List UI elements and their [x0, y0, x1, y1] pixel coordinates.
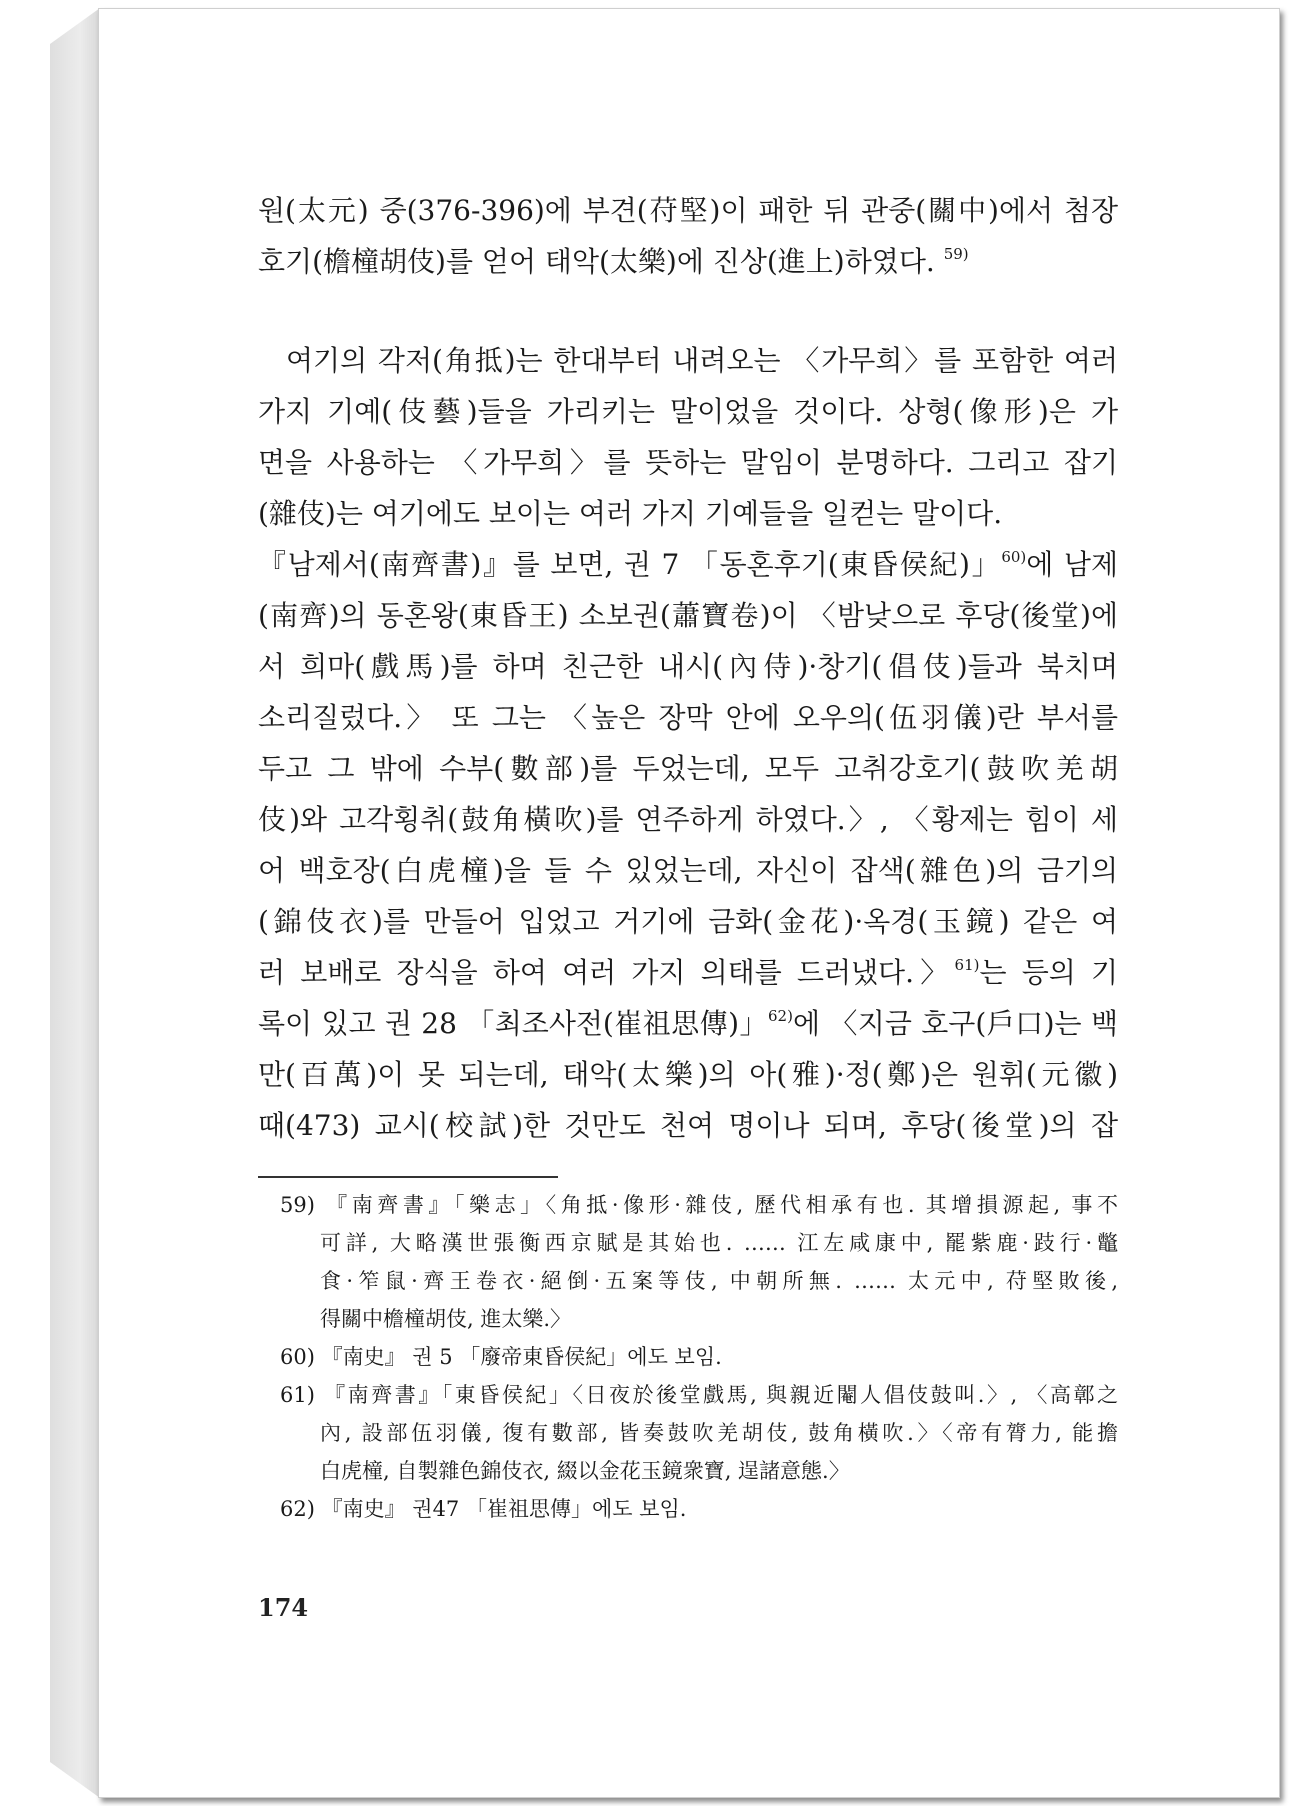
- footnote-number: 60): [280, 1345, 315, 1369]
- page-number: 174: [258, 1593, 309, 1622]
- text-line: 면을 사용하는 〈가무희〉를 뜻하는 말임이 분명하다. 그리고 잡기: [258, 446, 1118, 479]
- footnote-ref: 62): [767, 1007, 793, 1025]
- main-text: [258, 185, 1118, 1151]
- text-line: 서 희마(戲馬)를 하며 친근한 내시(內侍)·창기(倡伎)들과 북치며: [258, 650, 1118, 683]
- footnote-number: 61): [280, 1383, 315, 1407]
- footnote-60: 60) 『南史』 권 5 「廢帝東昏侯紀」에도 보임.: [280, 1345, 722, 1369]
- footnote-ref: 61): [954, 956, 980, 974]
- text-line: 여기의 각저(角抵)는 한대부터 내려오는 〈가무희〉를 포함한 여러: [286, 344, 1118, 377]
- footnote-divider: [258, 1176, 558, 1178]
- footnote-62: 62) 『南史』 권47 「崔祖思傳」에도 보임.: [280, 1497, 687, 1521]
- book-edge: [50, 8, 100, 1798]
- text-line: 『남제서(南齊書)』를 보면, 권 7 「동혼후기(東昏侯紀)」$^{60)}$에 남제: [258, 548, 1118, 581]
- text-line: 가지 기예(伎藝)들을 가리키는 말이었을 것이다. 상형(像形)은 가: [258, 395, 1118, 428]
- footnote-number: 59): [280, 1193, 315, 1217]
- footnote-59: 59) 『南齊書』「樂志」〈角抵·像形·雜伎, 歷代相承有也. 其增損源起, 事不 可詳, 大略漢世張衡西京賦是其始也. …… 江左咸康中, 罷紫鹿·跂行·鼈 食·笮鼠·齊王卷衣·絕倒·五案等伎, 中朝所無. …… 太元中, 苻堅敗後, 得關中檐橦胡伎, 進太樂.〉: [280, 1193, 1118, 1331]
- text-line: 어 백호장(白虎橦)을 들 수 있었는데, 자신이 잡색(雜色)의 금기의: [258, 854, 1118, 887]
- footnote-number: 62): [280, 1497, 315, 1521]
- text-line: (雜伎)는 여기에도 보이는 여러 가지 기예들을 일컫는 말이다.: [258, 497, 1003, 530]
- text-line: (南齊)의 동혼왕(東昏王) 소보권(蕭寶卷)이 〈밤낮으로 후당(後堂)에: [258, 599, 1118, 632]
- text-line: 두고 그 밖에 수부(數部)를 두었는데, 모두 고취강호기(鼓吹羌胡: [258, 752, 1118, 785]
- text-line: (錦伎衣)를 만들어 입었고 거기에 금화(金花)·옥경(玉鏡) 같은 여: [258, 905, 1118, 938]
- text-line: 伎)와 고각횡취(鼓角橫吹)를 연주하게 하였다.〉, 〈황제는 힘이 세: [258, 803, 1118, 836]
- text-line: 때(473) 교시(校試)한 것만도 천여 명이나 되며, 후당(後堂)의 잡: [258, 1109, 1118, 1142]
- text-line: 원(太元) 중(376-396)에 부견(苻堅)이 패한 뒤 관중(關中)에서 첨장: [258, 194, 1118, 227]
- text-line: 러 보배로 장식을 하여 여러 가지 의태를 드러냈다.〉$^{61)}$는 등의 기: [258, 956, 1118, 989]
- footnote-61: 61) 『南齊書』「東昏侯紀」〈日夜於後堂戲馬, 與親近閹人倡伎鼓叫.〉, 〈高鄣之 內, 設部伍羽儀, 復有數部, 皆奏鼓吹羌胡伎, 鼓角橫吹.〉〈帝有膂力, 能擔 白虎橦, 自製雜色錦伎衣, 綴以金花玉鏡衆寶, 逞諸意態.〉: [280, 1383, 1118, 1483]
- text-line: 록이 있고 권 28 「최조사전(崔祖思傳)」$^{62)}$에 〈지금 호구(戶口)는 백: [258, 1007, 1118, 1040]
- footnote-ref: 59): [943, 245, 969, 263]
- text-line: 만(百萬)이 못 되는데, 태악(太樂)의 아(雅)·정(鄭)은 원휘(元徽): [258, 1058, 1118, 1091]
- footnotes: [280, 1186, 1118, 1528]
- text-line: 호기(檐橦胡伎)를 얻어 태악(太樂)에 진상(進上)하였다. $^{59)}$: [258, 245, 969, 278]
- text-line: 소리질렀다.〉 또 그는 〈높은 장막 안에 오우의(伍羽儀)란 부서를: [258, 701, 1118, 734]
- footnote-ref: 60): [1001, 548, 1027, 566]
